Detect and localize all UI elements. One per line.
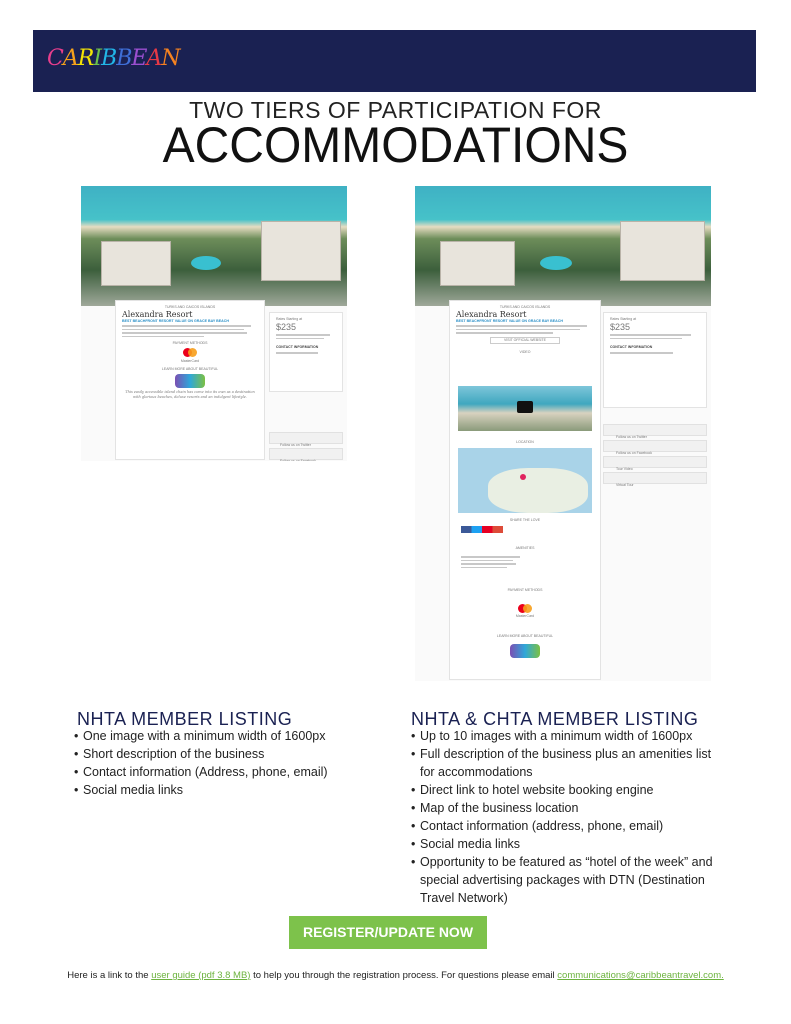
resort-name: Alexandra Resort: [456, 310, 527, 319]
resort-tagline: BEST BEACHFRONT RESORT VALUE ON GRACE BAY BEACH: [122, 319, 229, 323]
contact-heading: CONTACT INFORMATION: [610, 345, 653, 349]
map-land: [488, 468, 588, 513]
rates-panel: [269, 312, 343, 392]
payment-heading: PAYMENT METHODS: [507, 588, 543, 592]
chta-feature-list: [411, 727, 726, 907]
amenities-label: AMENITIES: [515, 546, 535, 550]
logo-letter: A: [146, 46, 162, 71]
virtual-tour-button[interactable]: [603, 472, 707, 487]
list-item: • Full description of the business plus an amenities list for accommodations: [411, 745, 726, 781]
price: $235: [610, 322, 631, 332]
location-map[interactable]: [458, 448, 592, 513]
list-item: • Social media links: [74, 781, 374, 799]
footer-text: Here is a link to the: [67, 970, 152, 981]
text-line: [610, 352, 673, 354]
card-label: MasterCard: [515, 614, 535, 618]
list-item: • Social media links: [411, 835, 726, 853]
logo-letter: R: [77, 46, 94, 71]
text-line: [456, 325, 587, 327]
tour-video-button[interactable]: [603, 456, 707, 471]
text-line: [122, 332, 247, 334]
header-banner: [33, 30, 756, 92]
share-label: SHARE THE LOVE: [509, 518, 541, 522]
list-item: • Up to 10 images with a minimum width of 1600px: [411, 727, 726, 745]
video-player[interactable]: [458, 386, 592, 431]
logo-letter: A: [62, 46, 78, 71]
facebook-follow-button[interactable]: [603, 440, 707, 455]
caribbean-logo[interactable]: [47, 46, 180, 71]
list-item: • Contact information (Address, phone, email): [74, 763, 374, 781]
twitter-follow-button[interactable]: [269, 432, 343, 447]
logo-letter: N: [161, 46, 180, 71]
logo-letter: B: [116, 46, 132, 71]
region-label: TURKS AND CAICOS ISLANDS: [164, 305, 216, 309]
resort-tagline: BEST BEACHFRONT RESORT VALUE ON GRACE BAY BEACH: [456, 319, 563, 323]
email-link[interactable]: communications@caribbeantravel.com.: [557, 970, 724, 981]
mastercard-icon: [518, 604, 532, 613]
resort-building: [440, 241, 515, 286]
facebook-label: Follow us on Facebook: [280, 459, 316, 461]
nhta-feature-list: [74, 727, 374, 799]
text-line: [456, 332, 553, 334]
resort-pool: [540, 256, 572, 270]
learn-more-label: LEARN MORE ABOUT BEAUTIFUL: [161, 367, 219, 371]
footer-note: [0, 970, 791, 981]
text-line: [122, 329, 244, 331]
list-item: • Map of the business location: [411, 799, 726, 817]
facebook-label: Follow us on Facebook: [616, 451, 652, 455]
destination-blurb: This easily accessible island chain has come into its own as a destination with glorious beaches, deluxe resorts and an indulgent lifestyle.: [125, 390, 255, 399]
twitter-label: Follow us on Twitter: [280, 443, 311, 447]
resort-hero-image: [81, 186, 347, 306]
contact-heading: CONTACT INFORMATION: [276, 345, 319, 349]
rates-panel: [603, 312, 707, 408]
mastercard-icon: [183, 348, 197, 357]
destination-logo: [510, 644, 540, 658]
rates-label: Rates Starting at: [276, 317, 303, 321]
list-item: • One image with a minimum width of 1600px: [74, 727, 374, 745]
resort-building: [261, 221, 341, 281]
text-line: [276, 334, 330, 336]
visit-website-button[interactable]: VISIT OFFICIAL WEBSITE: [490, 337, 560, 344]
list-item: • Short description of the business: [74, 745, 374, 763]
list-item: • Opportunity to be featured as “hotel of the week” and special advertising packages with DTN (Destination Travel Network): [411, 853, 726, 907]
virtual-tour-label: Virtual Tour: [616, 483, 634, 487]
video-label: VIDEO: [519, 349, 531, 354]
footer-text: to help you through the registration process. For questions please email: [250, 970, 558, 981]
text-line: [610, 334, 691, 336]
text-line: [276, 352, 318, 354]
resort-building: [620, 221, 705, 281]
rates-label: Rates Starting at: [610, 317, 637, 321]
logo-letter: B: [101, 46, 117, 71]
title-line1: TWO TIERS OF PARTICIPATION FOR: [189, 97, 602, 123]
resort-name: Alexandra Resort: [122, 310, 193, 319]
amenities-list: [461, 554, 591, 570]
price: $235: [276, 322, 297, 332]
destination-logo: [175, 374, 205, 388]
text-line: [122, 325, 251, 327]
social-share-icons[interactable]: [461, 526, 503, 533]
logo-letter: I: [93, 46, 102, 71]
chta-listing-screenshot: [415, 186, 711, 681]
region-label: TURKS AND CAICOS ISLANDS: [499, 305, 551, 309]
map-pin-icon[interactable]: [520, 474, 526, 480]
list-item: • Direct link to hotel website booking engine: [411, 781, 726, 799]
text-line: [610, 338, 682, 340]
facebook-follow-button[interactable]: [269, 448, 343, 460]
user-guide-link[interactable]: user guide (pdf 3.8 MB): [151, 970, 251, 981]
text-line: [461, 556, 520, 558]
listing-card: [115, 300, 265, 460]
resort-hero-image: [415, 186, 711, 306]
nhta-heading: NHTA MEMBER LISTING: [77, 709, 293, 729]
tour-video-label: Tour Video: [616, 467, 633, 471]
logo-letter: E: [131, 46, 147, 71]
list-item: • Contact information (address, phone, email): [411, 817, 726, 835]
text-line: [456, 329, 580, 331]
text-line: [461, 560, 513, 562]
play-icon[interactable]: [517, 401, 533, 413]
text-line: [461, 563, 516, 565]
twitter-follow-button[interactable]: [603, 424, 707, 439]
resort-building: [101, 241, 171, 286]
learn-more-label: LEARN MORE ABOUT BEAUTIFUL: [496, 634, 554, 638]
register-update-button[interactable]: REGISTER/UPDATE NOW: [289, 916, 487, 949]
card-label: MasterCard: [180, 359, 200, 363]
text-line: [276, 338, 324, 340]
twitter-label: Follow us on Twitter: [616, 435, 647, 439]
payment-heading: PAYMENT METHODS: [172, 341, 208, 345]
logo-letter: C: [47, 46, 63, 71]
resort-pool: [191, 256, 221, 270]
text-line: [461, 567, 507, 569]
location-label: LOCATION: [516, 440, 534, 444]
chta-heading: NHTA & CHTA MEMBER LISTING: [411, 709, 699, 729]
text-line: [122, 336, 204, 338]
nhta-listing-screenshot: [81, 186, 347, 461]
page-title: ACCOMMODATIONS: [162, 117, 629, 173]
